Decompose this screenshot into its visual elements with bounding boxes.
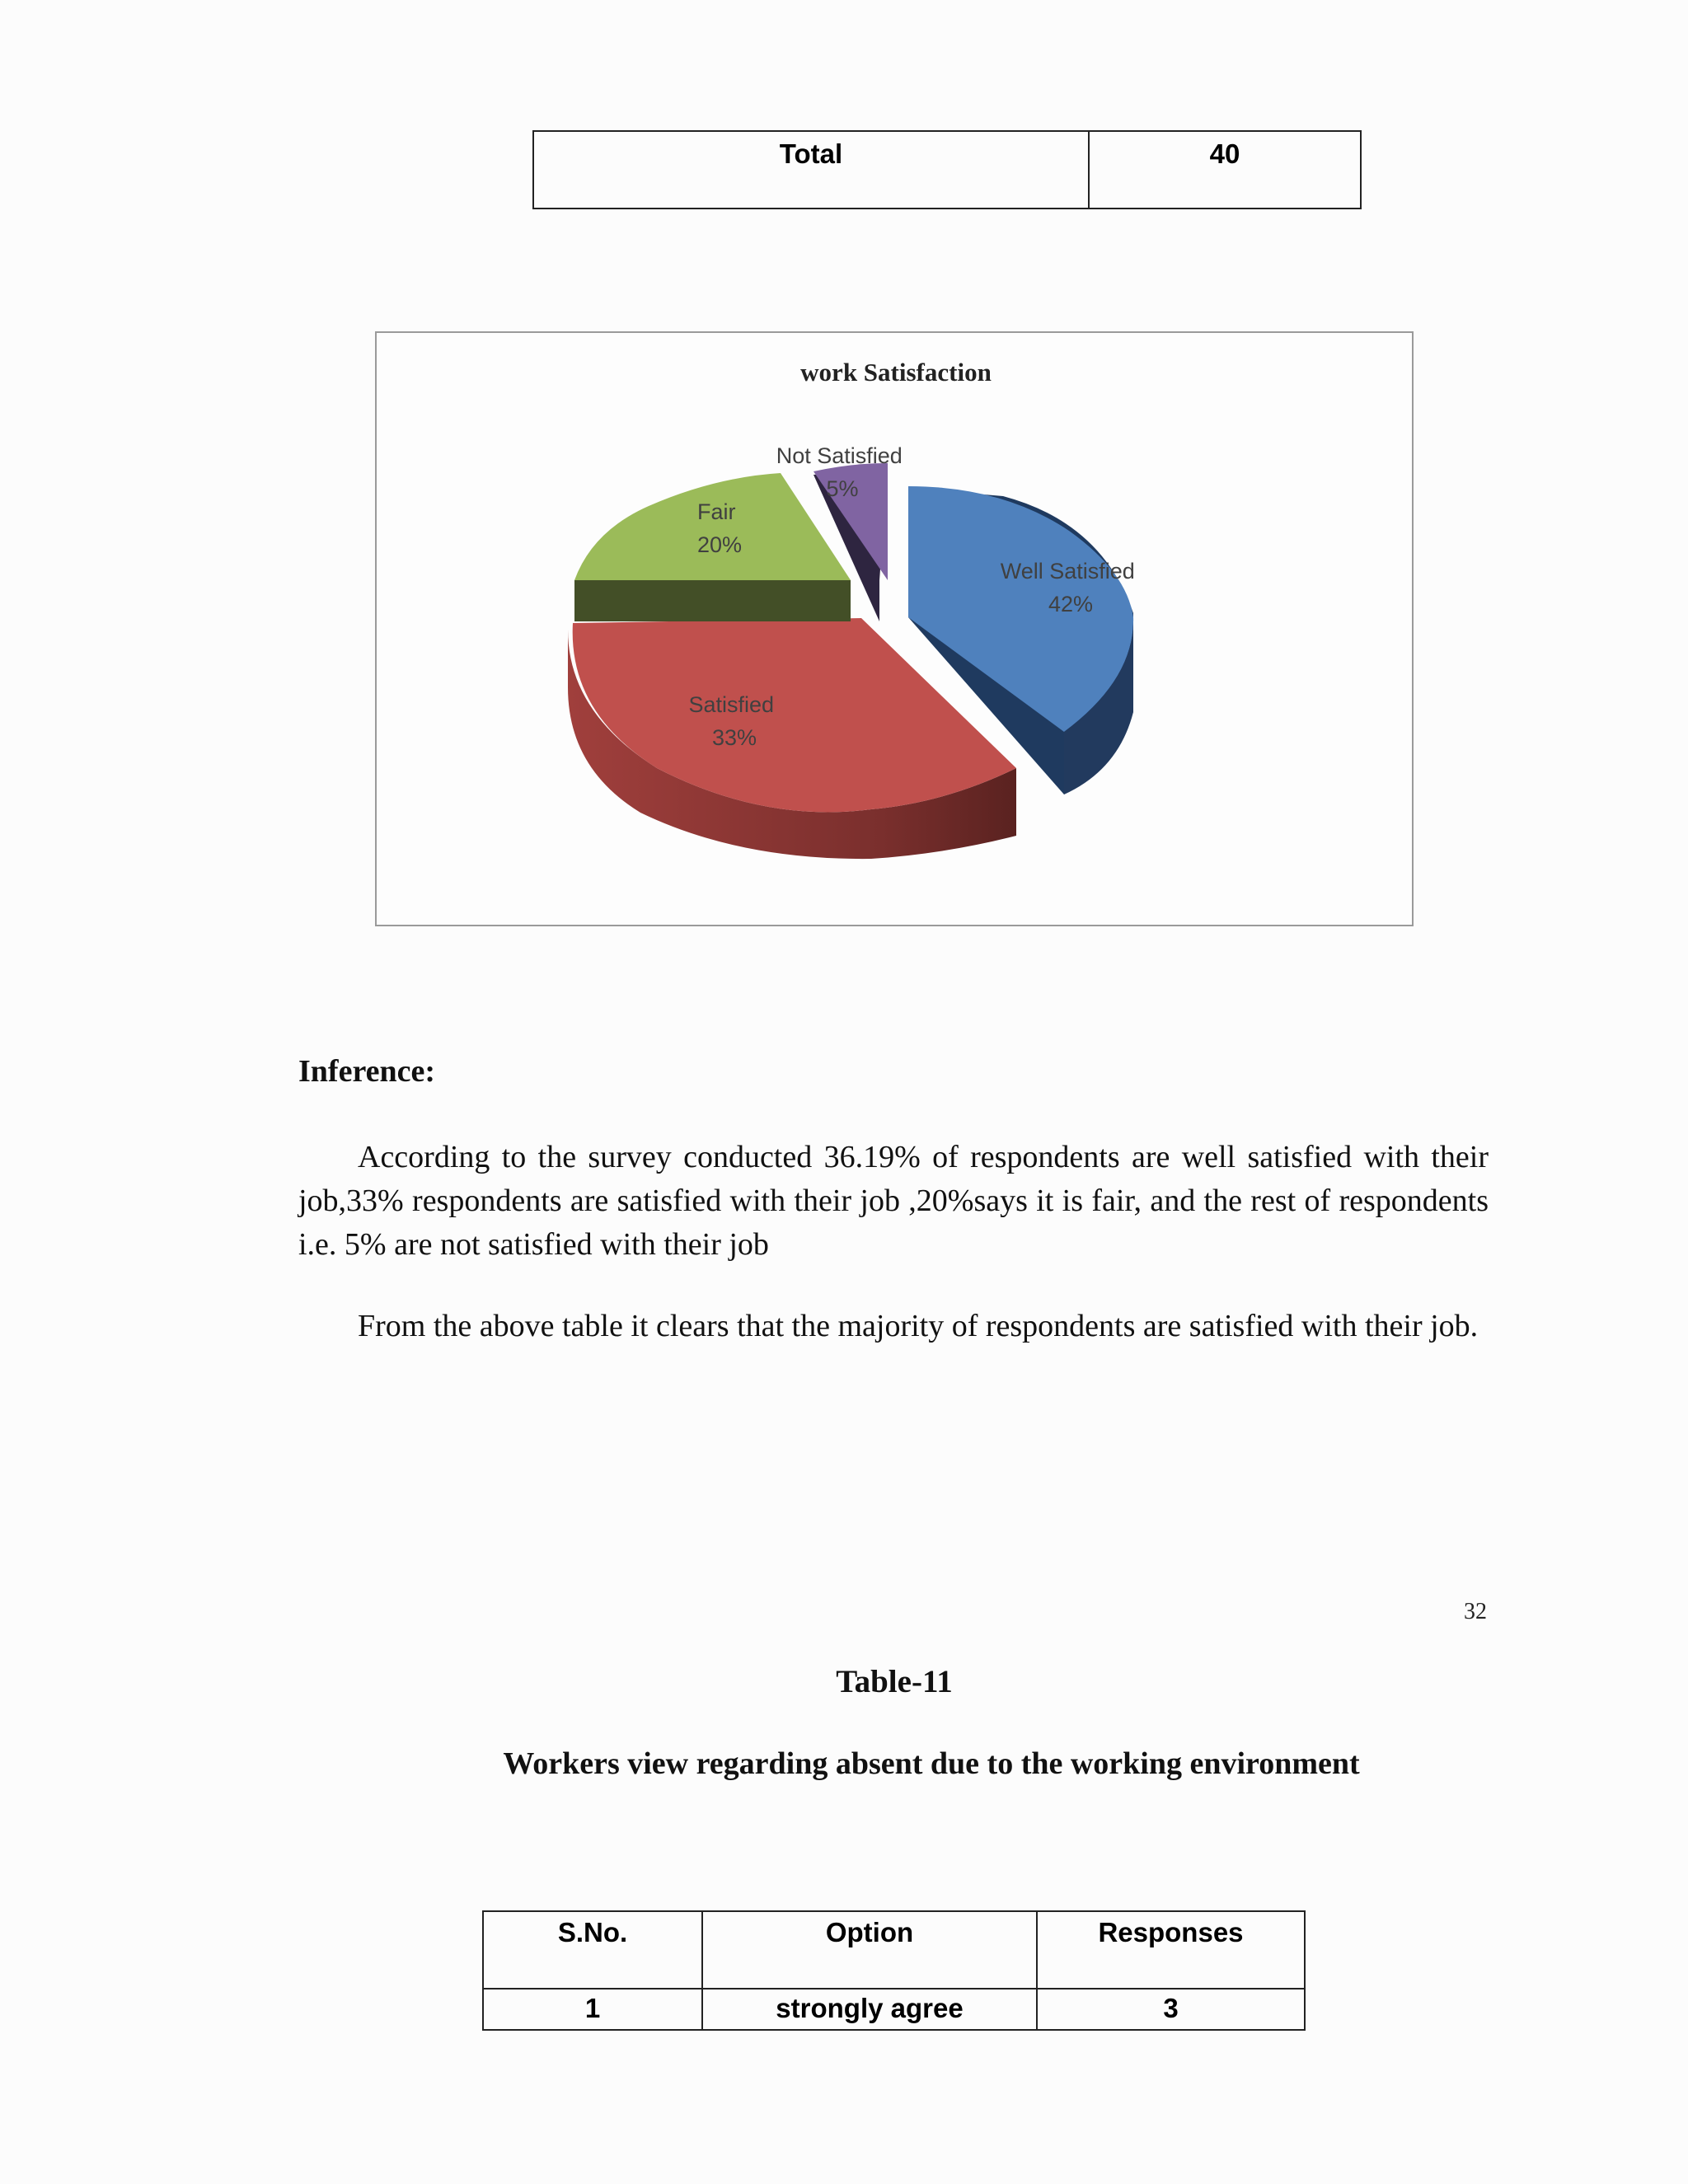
table-subtitle: Workers view regarding absent due to the working environment (503, 1746, 1360, 1781)
inference-heading: Inference: (298, 1054, 436, 1089)
cell-responses: 3 (1037, 1989, 1305, 2030)
pie-chart (375, 331, 1414, 926)
header-option: Option (702, 1911, 1037, 1989)
slice-fair-top (574, 473, 851, 580)
label-well-satisfied-name: Well Satisfied (1000, 559, 1135, 583)
page-number: 32 (1464, 1599, 1487, 1624)
header-sno: S.No. (483, 1911, 702, 1989)
label-satisfied-pct: 33% (711, 725, 757, 750)
chart-title: work Satisfaction (800, 358, 992, 387)
total-value-cell (1089, 131, 1361, 209)
table-header-row (483, 1911, 1305, 1989)
total-label-cell (533, 131, 1089, 209)
responses-table (482, 1910, 1306, 2031)
inference-paragraph-1 (298, 1136, 1489, 1267)
label-not-satisfied-pct: 5% (826, 476, 859, 501)
cell-option: strongly agree (702, 1989, 1037, 2030)
total-label: Total (779, 138, 843, 169)
inference-paragraph-2-text: From the above table it clears that the majority of respondents are satisfied with their job. (358, 1309, 1479, 1343)
label-fair-pct: 20% (696, 532, 743, 557)
inference-paragraph-2 (298, 1305, 1489, 1348)
label-satisfied-name: Satisfied (688, 692, 775, 717)
cell-sno: 1 (483, 1989, 702, 2030)
label-fair-name: Fair (696, 499, 736, 524)
label-well-satisfied-pct: 42% (1048, 592, 1094, 616)
header-responses: Responses (1037, 1911, 1305, 1989)
pie-chart-svg (377, 333, 1415, 928)
table-title: Table-11 (836, 1664, 953, 1699)
slice-well-satisfied-top (908, 486, 1133, 732)
total-value: 40 (1209, 138, 1240, 169)
total-table (532, 130, 1362, 209)
inference-paragraph-1-text: According to the survey conducted 36.19% of respondents are well satisfied with their job,33% respondents are satisfied with their job ,20%says it is fair, and the rest of respondents i.e. 5% are not satisfied with their job (298, 1140, 1489, 1262)
label-not-satisfied-name: Not Satisfied (776, 443, 903, 468)
table-row (483, 1989, 1305, 2030)
